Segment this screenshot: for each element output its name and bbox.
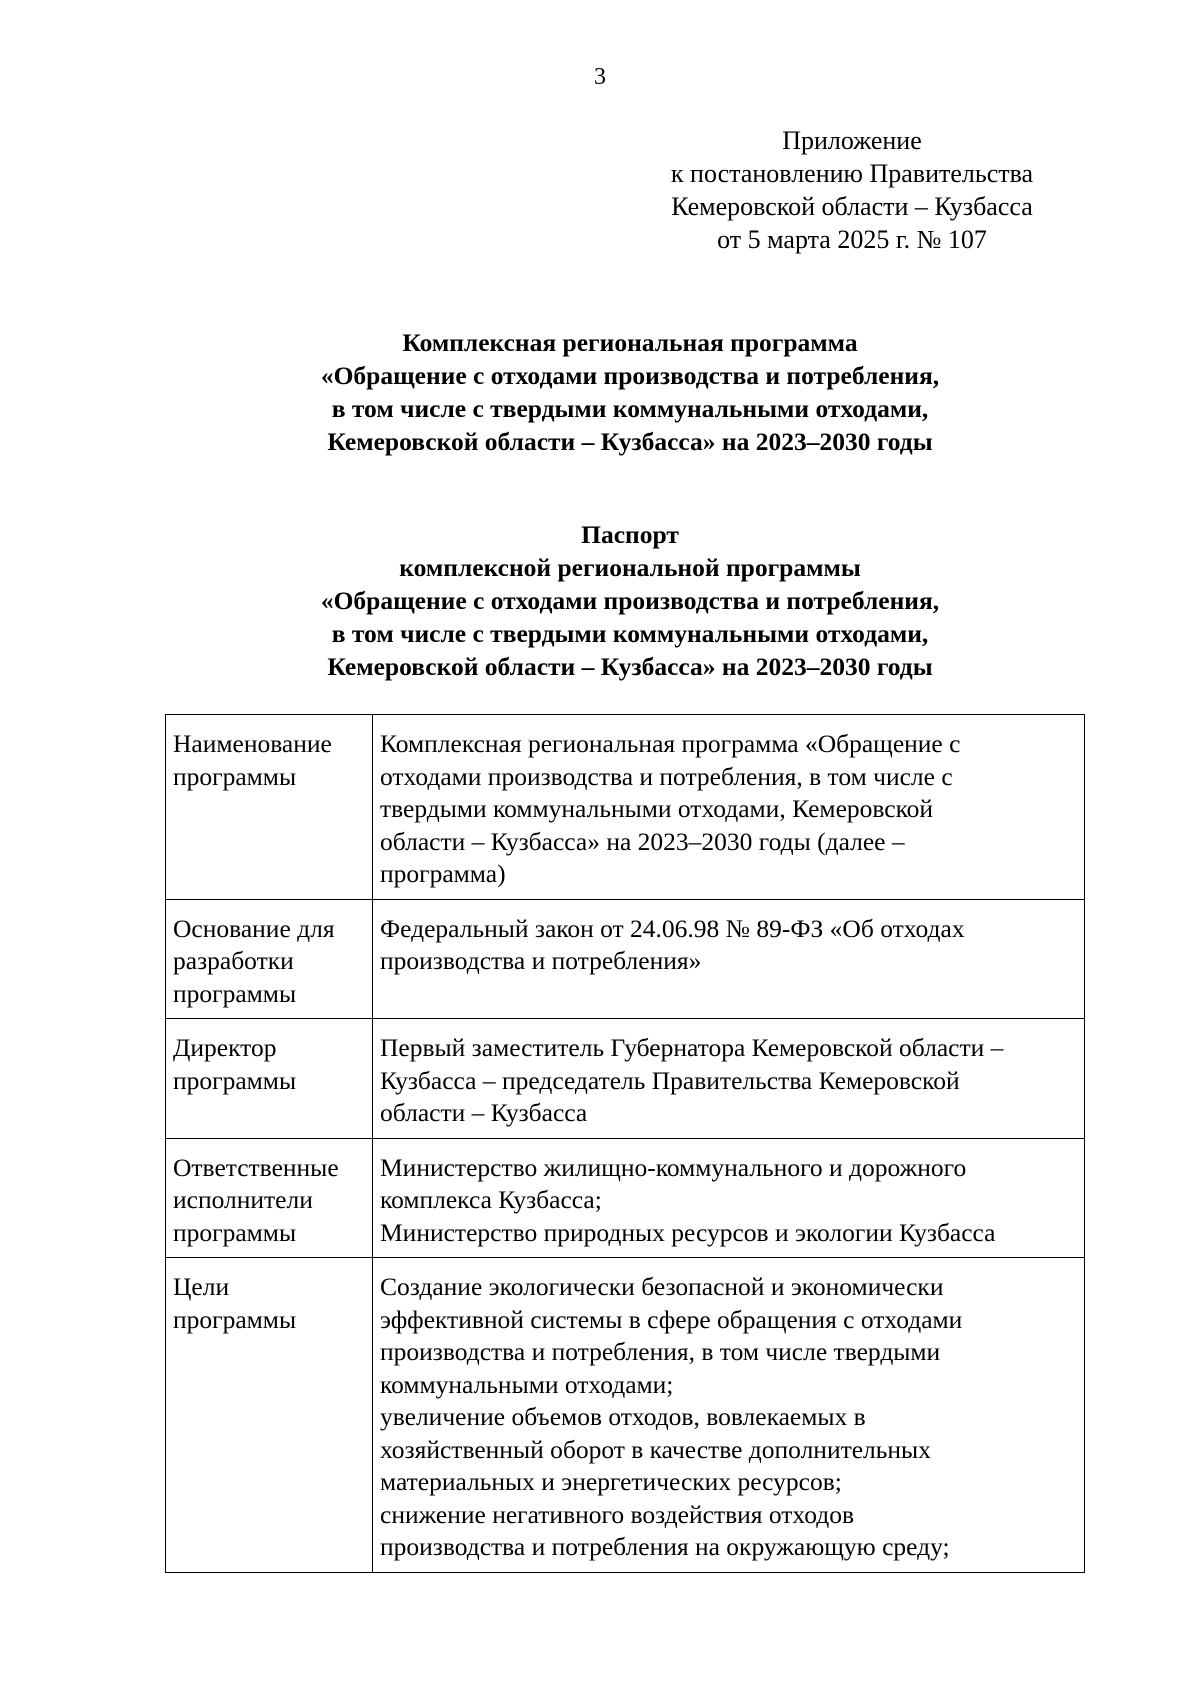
label-line: программы (173, 978, 297, 1008)
program-title-line: в том числе с твердыми коммунальными отходами, (331, 394, 929, 423)
value-line: производства и потребления на окружающую среду; (380, 1532, 950, 1561)
value-line: Министерство природных ресурсов и экологии Кузбасса (380, 1217, 996, 1247)
passport-row-label (166, 715, 373, 900)
value-line: производства и потребления» (380, 946, 702, 975)
passport-table-body (166, 715, 1085, 1573)
value-line: увеличение объемов отходов, вовлекаемых в (380, 1402, 866, 1431)
passport-row (166, 715, 1085, 900)
value-line: твердыми коммунальными отходами, Кемеровской (380, 794, 934, 823)
value-line: Комплексная региональная программа «Обращение с (380, 729, 961, 758)
label-line: Основание для (173, 913, 335, 943)
value-line: комплекса Кузбасса; (380, 1185, 602, 1214)
program-title-line: Кемеровской области – Кузбасса» на 2023–2030 годы (327, 427, 933, 456)
label-line: разработки (173, 946, 294, 975)
passport-row-label (166, 899, 373, 1019)
appendix-line: Кемеровской области – Кузбасса (671, 192, 1033, 221)
passport-row (166, 899, 1085, 1019)
passport-row-value (373, 715, 1085, 900)
appendix-line: от 5 марта 2025 г. № 107 (717, 225, 987, 254)
passport-row-value (373, 1019, 1085, 1139)
passport-row (166, 1019, 1085, 1139)
appendix-line: к постановлению Правительства (670, 159, 1034, 188)
value-line: Министерство жилищно-коммунального и дорожного (380, 1152, 967, 1182)
passport-row-value (373, 899, 1085, 1019)
value-line: программа) (380, 859, 506, 888)
program-title-line: «Обращение с отходами производства и потребления, (320, 361, 940, 390)
value-line: Создание экологически безопасной и экономически (380, 1272, 944, 1301)
value-line: Федеральный закон от 24.06.98 № 89-ФЗ «Об отходах (380, 913, 965, 943)
value-line: материальных и энергетических ресурсов; (380, 1467, 842, 1496)
passport-row-label (166, 1138, 373, 1258)
passport-row-value (373, 1258, 1085, 1573)
label-line: Директор (173, 1033, 277, 1062)
passport-title-line: Кемеровской области – Кузбасса» на 2023–2030 годы (327, 652, 933, 681)
label-line: Ответственные (173, 1152, 339, 1182)
program-title-line: Комплексная региональная программа (402, 328, 858, 357)
value-line: производства и потребления, в том числе твердыми (380, 1337, 941, 1366)
program-title (0, 326, 1200, 458)
passport-row-label (166, 1019, 373, 1139)
value-line: снижение негативного воздействия отходов (380, 1499, 854, 1529)
label-line: Наименование (173, 729, 332, 758)
page-number: 3 (594, 64, 606, 90)
label-line: исполнители (173, 1185, 313, 1214)
appendix-header (642, 124, 1062, 256)
passport-row (166, 1258, 1085, 1573)
value-line: области – Кузбасса (380, 1098, 588, 1127)
label-line: программы (173, 1065, 297, 1095)
value-line: области – Кузбасса» на 2023–2030 годы (далее – (380, 826, 905, 856)
passport-title-line: комплексной региональной программы (399, 553, 861, 582)
passport-row-label (166, 1258, 373, 1573)
label-line: программы (173, 1217, 297, 1247)
value-line: коммунальными отходами; (380, 1369, 674, 1399)
passport-row-value (373, 1138, 1085, 1258)
passport-row (166, 1138, 1085, 1258)
passport-title (0, 518, 1200, 683)
passport-title-line: Паспорт (581, 520, 679, 549)
label-line: программы (173, 1304, 297, 1334)
value-line: Первый заместитель Губернатора Кемеровской области – (380, 1033, 1004, 1062)
passport-table (165, 714, 1085, 1573)
label-line: Цели (173, 1272, 230, 1301)
appendix-line: Приложение (782, 126, 922, 155)
value-line: эффективной системы в сфере обращения с отходами (380, 1304, 963, 1334)
passport-title-line: в том числе с твердыми коммунальными отходами, (331, 619, 929, 648)
value-line: Кузбасса – председатель Правительства Кемеровской (380, 1065, 960, 1095)
value-line: отходами производства и потребления, в том числе с (380, 761, 953, 791)
label-line: программы (173, 761, 297, 791)
passport-title-line: «Обращение с отходами производства и потребления, (320, 586, 940, 615)
value-line: хозяйственный оборот в качестве дополнительных (380, 1434, 931, 1464)
